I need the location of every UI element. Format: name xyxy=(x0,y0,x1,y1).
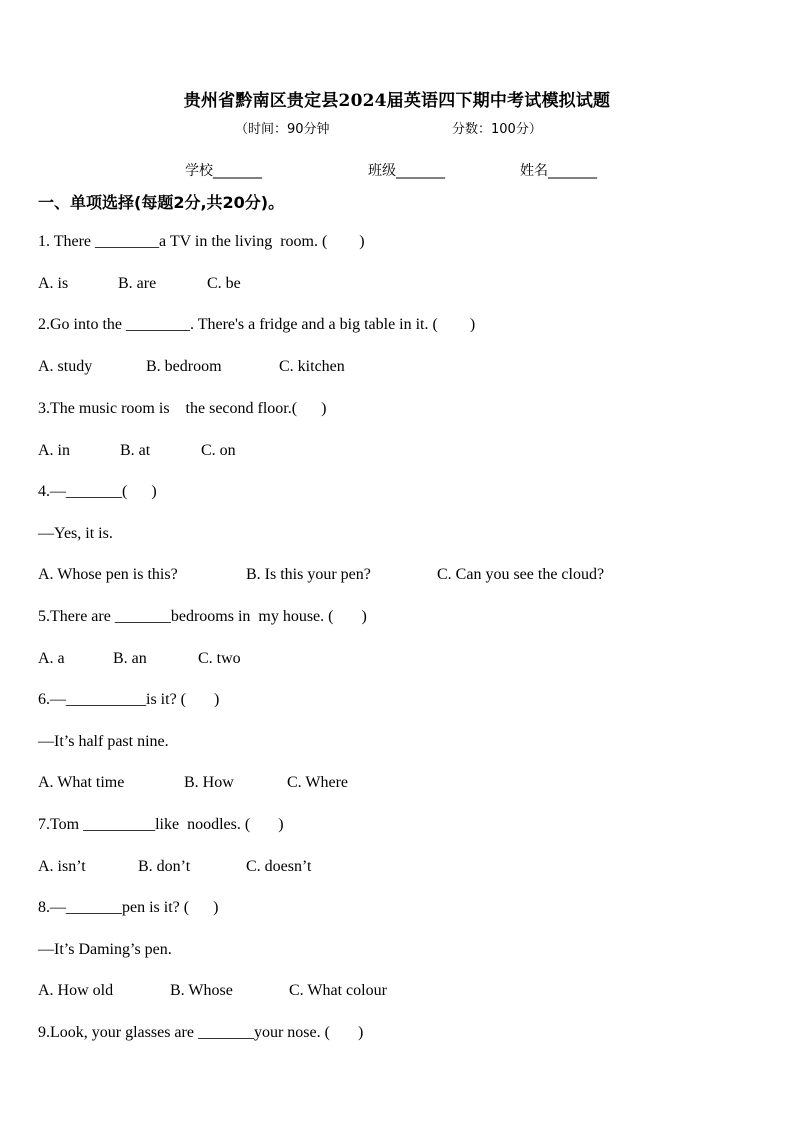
question-8-option-b: B. Whose xyxy=(170,982,233,999)
question-4-option-a: A. Whose pen is this? xyxy=(38,566,178,583)
question-6-response: —It’s half past nine. xyxy=(38,733,169,750)
question-6-stem: 6.—__________is it? ( ) xyxy=(38,691,220,708)
question-1-stem: 1. There ________a TV in the living room. ( ) xyxy=(38,233,365,250)
question-4-response: —Yes, it is. xyxy=(38,525,113,542)
question-6-option-a: A. What time xyxy=(38,774,125,791)
question-4-option-c: C. Can you see the cloud? xyxy=(437,566,605,583)
question-6-option-b: B. How xyxy=(184,774,234,791)
question-7-stem: 7.Tom _________like noodles. ( ) xyxy=(38,816,284,833)
question-8-response: —It’s Daming’s pen. xyxy=(38,941,172,958)
question-6-option-c: C. Where xyxy=(287,774,349,791)
question-5-option-a: A. a xyxy=(38,650,65,667)
question-4-option-b: B. Is this your pen? xyxy=(246,566,371,583)
question-9-stem: 9.Look, your glasses are _______your nose. ( ) xyxy=(38,1024,364,1041)
class-field: 班级_______ xyxy=(368,163,445,179)
exam-score: 分数：100分） xyxy=(452,122,542,137)
question-1-option-b: B. are xyxy=(118,275,157,292)
school-field: 学校_______ xyxy=(185,163,262,179)
question-2-stem: 2.Go into the ________. There's a fridge and a big table in it. ( ) xyxy=(38,316,476,333)
question-8-option-c: C. What colour xyxy=(289,982,387,999)
question-1-option-a: A. is xyxy=(38,275,69,292)
question-3-stem: 3.The music room is the second floor.( ) xyxy=(38,400,327,417)
question-3-option-a: A. in xyxy=(38,442,70,459)
question-8-stem: 8.—_______pen is it? ( ) xyxy=(38,899,219,916)
question-3-option-c: C. on xyxy=(201,442,236,459)
question-7-option-b: B. don’t xyxy=(138,858,191,875)
question-5-stem: 5.There are _______bedrooms in my house. ( ) xyxy=(38,608,367,625)
question-7-option-c: C. doesn’t xyxy=(246,858,312,875)
question-2-option-b: B. bedroom xyxy=(146,358,222,375)
question-1-option-c: C. be xyxy=(207,275,241,292)
page-title: 贵州省黔南区贵定县2024届英语四下期中考试模拟试题 xyxy=(183,91,611,111)
exam-time: （时间：90分钟 xyxy=(235,122,330,137)
question-2-option-a: A. study xyxy=(38,358,93,375)
question-8-option-a: A. How old xyxy=(38,982,114,999)
name-field: 姓名_______ xyxy=(520,163,597,179)
question-2-option-c: C. kitchen xyxy=(279,358,345,375)
question-3-option-b: B. at xyxy=(120,442,151,459)
question-5-option-b: B. an xyxy=(113,650,147,667)
question-4-stem: 4.—_______( ) xyxy=(38,483,157,500)
question-5-option-c: C. two xyxy=(198,650,241,667)
section-heading: 一、单项选择(每题2分,共20分)。 xyxy=(38,193,285,212)
question-7-option-a: A. isn’t xyxy=(38,858,86,875)
